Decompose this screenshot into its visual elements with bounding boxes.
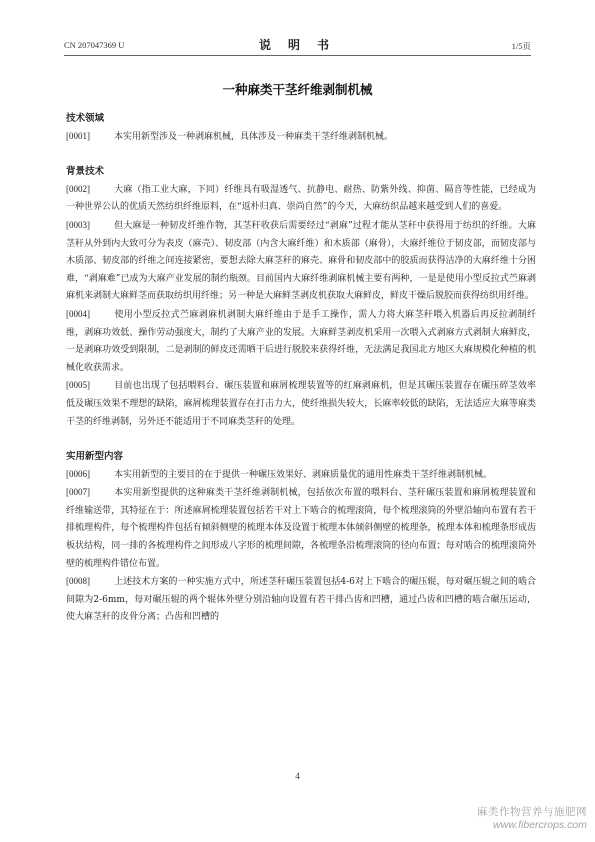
paragraph-text: 本实用新型提供的这种麻类干茎纤维剥制机械，包括依次布置的喂料台、茎秆碾压装置和麻屑梳理装置和纤维输送带，其特征在于：所述麻屑梳理装置包括若干对上下啮合的梳理滚筒，每个梳理滚筒的外壁沿轴向布置有若干排梳理构件，每个梳理构件包括有倾斜侧壁的梳理本体及设置于梳理本体倾斜侧壁的梳理条，梳理本体和梳理条形成齿板状结构，同一排的各梳理构件之间形成八字形的梳理间隙，各梳理条沿梳理滚筒的径向布置；每对啮合的梳理滚筒外壁的梳理构件错位布置。 <box>66 488 536 569</box>
paragraph-text: 使用小型反拉式苎麻剥麻机剥制大麻纤维由于是手工操作，需人力将大麻茎秆喂入机器后再反拉剥制纤维，剥麻功效低、操作劳动强度大，制约了大麻产业的发展。大麻鲜茎剥皮机采用一次喂入式剥麻方式剥制大麻鲜皮，一是剥麻功效受到限制，二是剥制的鲜皮还需晒干后进行脱胶来获得纤维，无法满足我国北方地区大麻规模化种植的机械化收获需求。 <box>66 309 536 373</box>
paragraph-number: [0008] <box>66 576 90 587</box>
section-background-art <box>66 163 536 431</box>
paragraph-text: 但大麻是一种韧皮纤维作物，其茎秆收获后需要经过“剥麻”过程才能从茎秆中获得用于纺织的纤维。大麻茎秆从外到内大致可分为表皮（麻壳）、韧皮部（内含大麻纤维）和木质部（麻骨），大麻纤维位于韧皮部，而韧皮部与木质部、韧皮部的纤维之间连接紧密，要想去除大麻茎秆的麻壳、麻骨和韧皮部中的胶质而获得洁净的大麻纤维十分困难，“剥麻难”已成为大麻产业发展的制约瓶颈。目前国内大麻纤维剥麻机械主要有两种，一是是使用小型反拉式苎麻剥麻机来剥制大麻鲜茎而获取纺织用纤维；另一种是大麻鲜茎剥皮机获取大麻鲜皮，鲜皮干燥后脱胶而获得纺织用纤维。 <box>66 220 536 302</box>
paragraph-number: [0004] <box>66 308 90 319</box>
paragraph <box>66 484 536 573</box>
paragraph-number: [0007] <box>66 487 90 498</box>
paragraph <box>66 217 536 306</box>
paragraph <box>66 377 536 431</box>
document-type: 说 明 书 <box>258 38 336 52</box>
paragraph <box>66 128 536 147</box>
section-technical-field <box>66 110 536 146</box>
paragraph-number: [0001] <box>66 130 90 141</box>
paragraph <box>66 181 536 217</box>
page-indicator: 1/5页 <box>511 41 531 51</box>
page-number: 4 <box>295 771 300 781</box>
header-divider <box>64 55 531 56</box>
paragraph-text: 目前也出现了包括喂料台、碾压装置和麻屑梳理装置等的红麻剥麻机，但是其碾压装置存在碾压碎茎效率低及碾压效果不理想的缺陷，麻屑梳理装置存在打击力大，使纤维损失较大，长麻率较低的缺陷，无法适应大麻等麻类干茎的纤维剥制，另外还不能适用于不同麻类茎秆的处理。 <box>66 381 536 427</box>
section-heading: 技术领域 <box>66 113 105 124</box>
paragraph-number: [0005] <box>66 380 90 391</box>
section-utility-model-content <box>66 448 536 627</box>
site-watermark <box>477 806 587 832</box>
section-heading: 背景技术 <box>66 166 105 178</box>
paragraph <box>66 573 536 627</box>
document-title: 一种麻类干茎纤维剥制机械 <box>222 82 373 97</box>
paragraph-number: [0003] <box>66 219 90 230</box>
paragraph-text: 大麻（指工业大麻，下同）纤维具有吸湿透气、抗静电、耐热、防紫外线、抑菌、隔音等性能，已经成为一种世界公认的优质天然纺织纤维原料，在“返朴归真、崇尚自然”的今天，大麻纺织品越来越受到人们的喜爱。 <box>66 184 536 213</box>
page-header <box>64 38 531 52</box>
paragraph <box>66 306 536 377</box>
paragraph-text: 本实用新型的主要目的在于提供一种碾压效果好、剥麻质量优的通用性麻类干茎纤维剥制机械。 <box>114 469 493 480</box>
document-body <box>66 110 536 627</box>
paragraph-text: 上述技术方案的一种实施方式中，所述茎秆碾压装置包括4-6对上下啮合的碾压辊，每对碾压辊之间的啮合间隙为2-6mm，每对碾压辊的两个辊体外壁分别沿轴向设置有若干排凸齿和凹槽，通过凸齿和凹槽的啮合碾压运动，使大麻茎秆的皮骨分离；凸齿和凹槽的 <box>66 577 536 623</box>
paragraph <box>66 466 536 485</box>
section-heading: 实用新型内容 <box>66 451 124 463</box>
paragraph-number: [0002] <box>66 183 90 194</box>
paragraph-number: [0006] <box>66 468 90 479</box>
watermark-site-name: 麻类作物营养与施肥网 <box>477 806 587 818</box>
patent-number: CN 207047369 U <box>64 40 125 50</box>
watermark-url: www.fibercrops.com <box>493 819 587 831</box>
paragraph-text: 本实用新型涉及一种剥麻机械，具体涉及一种麻类干茎纤维剥制机械。 <box>114 131 394 142</box>
